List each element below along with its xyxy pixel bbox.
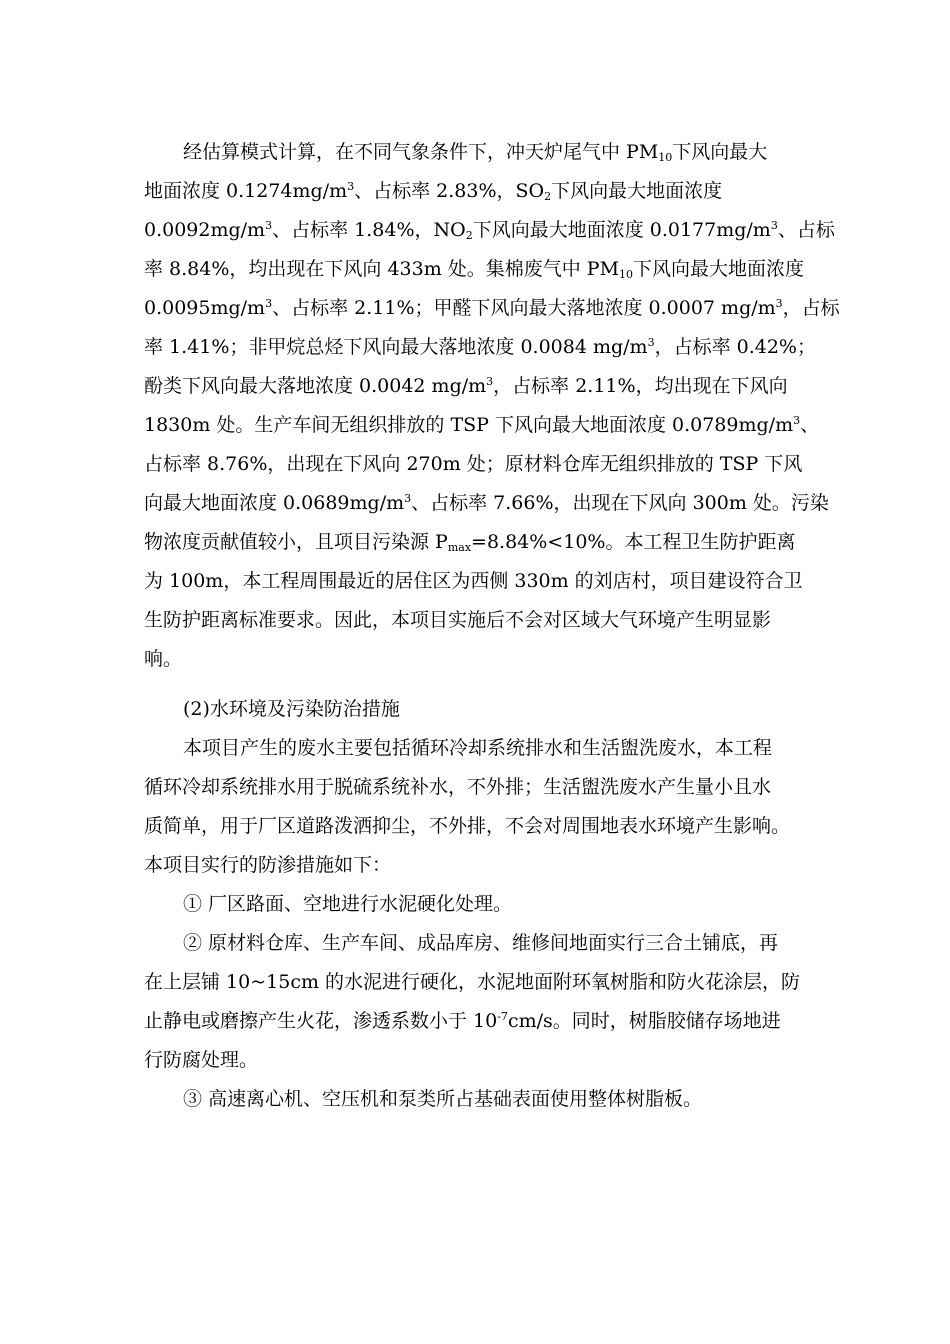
subscript: max — [447, 541, 472, 554]
text: ③ 高速离心机、空压机和泵类所占基础表面使用整体树脂板。 — [183, 1088, 703, 1110]
text: =8.84%<10%。本工程卫生防护距离 — [471, 531, 796, 553]
paragraph-line — [144, 335, 814, 359]
text: cm/s。同时，树脂胶储存场地进 — [507, 1010, 781, 1032]
paragraph-line — [144, 413, 820, 437]
text: ，占标 — [782, 297, 840, 319]
text: 响。 — [144, 648, 183, 670]
subscript: 10 — [619, 268, 634, 281]
paragraph-line — [183, 736, 853, 760]
paragraph-line — [144, 1009, 814, 1033]
text: 、 — [800, 414, 820, 436]
paragraph-line — [144, 608, 814, 632]
paragraph-line — [183, 140, 853, 164]
text: 率 8.84%，均出现在下风向 433m 处。集棉废气中 PM — [144, 258, 620, 280]
superscript: 3 — [793, 414, 801, 427]
text: 地面浓度 0.1274mg/m — [144, 180, 348, 202]
text: 质简单，用于厂区道路泼洒抑尘，不外排，不会对周围地表水环境产生影响。 — [144, 815, 791, 837]
text: 物浓度贡献值较小，且项目污染源 P — [144, 531, 448, 553]
superscript: 3 — [404, 492, 412, 505]
superscript: 3 — [770, 219, 778, 232]
superscript: 3 — [647, 336, 655, 349]
paragraph-line — [144, 647, 814, 671]
text: 、占标率 1.84%，NO — [272, 219, 466, 241]
text: 本项目实行的防渗措施如下： — [144, 854, 392, 876]
section-heading — [183, 697, 853, 721]
text: 、占标率 2.11%；甲醛下风向最大落地浓度 0.0007 mg/m — [272, 297, 776, 319]
text: 生防护距离标准要求。因此，本项目实施后不会对区域大气环境产生明显影 — [144, 609, 772, 631]
paragraph-line — [144, 853, 814, 877]
subscript: 10 — [658, 151, 673, 164]
text: ，占标率 0.42%； — [654, 336, 816, 358]
paragraph-line — [144, 257, 814, 281]
text: 酚类下风向最大落地浓度 0.0042 mg/m — [144, 375, 487, 397]
text: 在上层铺 10~15cm 的水泥进行硬化，水泥地面附环氧树脂和防火花涂层，防 — [144, 971, 801, 993]
text: 、占标率 7.66%，出现在下风向 300m 处。污染 — [411, 492, 829, 514]
list-item — [183, 1087, 853, 1111]
text: ① 厂区路面、空地进行水泥硬化处理。 — [183, 893, 513, 915]
subscript: 2 — [465, 229, 473, 242]
superscript: 3 — [775, 297, 783, 310]
paragraph-line — [144, 296, 840, 320]
paragraph-line — [144, 491, 829, 515]
paragraph-line — [144, 775, 814, 799]
paragraph-line — [144, 970, 814, 994]
text: 0.0092mg/m — [144, 219, 266, 241]
text: 下风向最大 — [672, 141, 768, 163]
text: 、占标率 2.83%，SO — [354, 180, 545, 202]
text: 1830m 处。生产车间无组织排放的 TSP 下风向最大地面浓度 0.0789mg/m — [144, 414, 794, 436]
text: 经估算模式计算，在不同气象条件下，冲天炉尾气中 PM — [183, 141, 659, 163]
text: 占标率 8.76%，出现在下风向 270m 处；原材料仓库无组织排放的 TSP 下风 — [144, 453, 803, 475]
subscript: 2 — [544, 190, 552, 203]
paragraph-line — [144, 814, 814, 838]
paragraph-line — [144, 374, 814, 398]
superscript: 3 — [265, 297, 273, 310]
text: 率 1.41%；非甲烷总烃下风向最大落地浓度 0.0084 mg/m — [144, 336, 648, 358]
text: 本项目产生的废水主要包括循环冷却系统排水和生活盥洗废水，本工程 — [183, 737, 773, 759]
paragraph-line — [144, 569, 814, 593]
superscript: 3 — [347, 180, 355, 193]
text: 向最大地面浓度 0.0689mg/m — [144, 492, 405, 514]
paragraph-line — [144, 1048, 814, 1072]
paragraph-line — [144, 530, 814, 554]
list-item — [183, 892, 853, 916]
text: 、占标 — [777, 219, 835, 241]
text: ，占标率 2.11%，均出现在下风向 — [493, 375, 788, 397]
paragraph-line — [144, 179, 814, 203]
paragraph-line — [144, 218, 835, 242]
text: (2)水环境及污染防治措施 — [183, 698, 400, 720]
text: 下风向最大地面浓度 — [633, 258, 805, 280]
text: 0.0095mg/m — [144, 297, 266, 319]
superscript: -7 — [497, 1010, 508, 1023]
text: 为 100m，本工程周围最近的居住区为西侧 330m 的刘店村，项目建设符合卫 — [144, 570, 803, 592]
text: 止静电或磨擦产生火花，渗透系数小于 10 — [144, 1010, 498, 1032]
list-item — [183, 931, 853, 955]
text: 行防腐处理。 — [144, 1049, 259, 1071]
paragraph-line — [144, 452, 814, 476]
text: 循环冷却系统排水用于脱硫系统补水，不外排；生活盥洗废水产生量小且水 — [144, 776, 772, 798]
text: 下风向最大地面浓度 0.0177mg/m — [472, 219, 771, 241]
superscript: 3 — [486, 375, 494, 388]
text: 下风向最大地面浓度 — [551, 180, 723, 202]
superscript: 3 — [265, 219, 273, 232]
text: ② 原材料仓库、生产车间、成品库房、维修间地面实行三合土铺底，再 — [183, 932, 779, 954]
